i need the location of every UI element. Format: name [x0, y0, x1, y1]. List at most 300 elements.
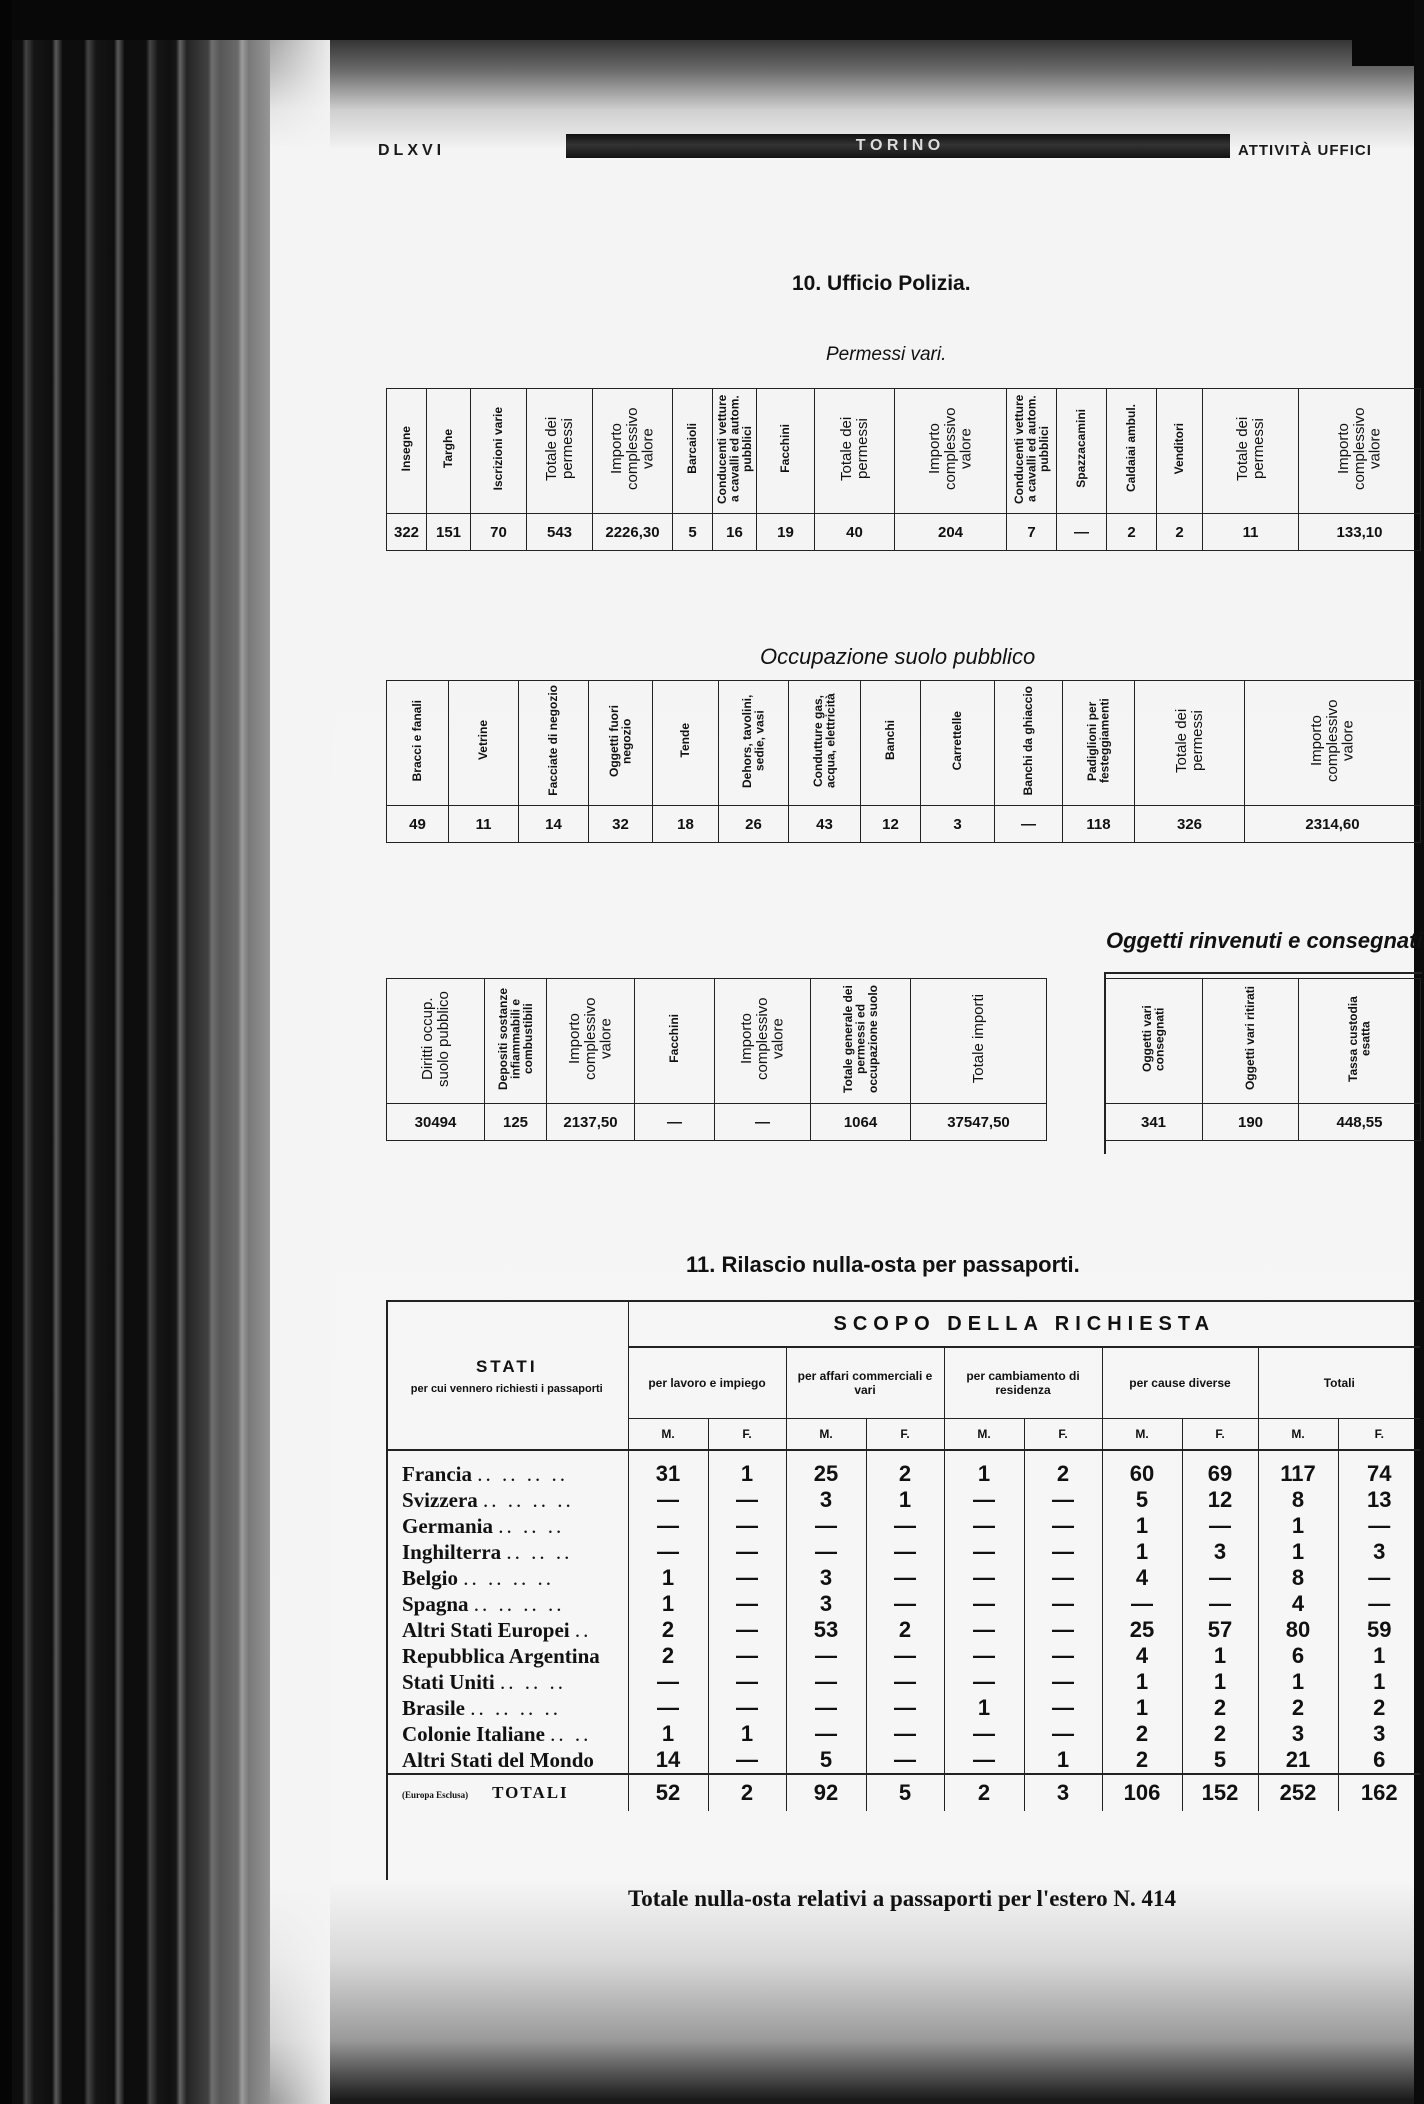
count-cell: —: [866, 1669, 944, 1695]
table-row: [386, 1591, 1420, 1617]
column-header-label: Totale dei permessi: [1172, 708, 1206, 773]
count-cell: —: [628, 1487, 708, 1513]
column-header-label: Tende: [678, 723, 693, 758]
column-header: [811, 979, 911, 1104]
count-cell: 14: [628, 1747, 708, 1774]
count-cell: —: [1182, 1513, 1258, 1539]
column-header-label: Totale dei permessi: [837, 416, 871, 481]
leader-dots: .. .. .. ..: [477, 1461, 568, 1486]
count-cell: 2: [1258, 1695, 1338, 1721]
value-cell: 326: [1135, 806, 1245, 843]
column-header-label: Caldaiai ambul.: [1124, 404, 1139, 493]
count-cell: 8: [1258, 1565, 1338, 1591]
value-cell: —: [635, 1104, 715, 1141]
total-cell: 152: [1182, 1774, 1258, 1811]
count-cell: 2: [1182, 1695, 1258, 1721]
suolo-subtitle: Occupazione suolo pubblico: [760, 644, 1036, 669]
male-column-header: M.: [944, 1419, 1024, 1451]
value-cell: 2: [1157, 514, 1203, 551]
count-cell: —: [708, 1591, 786, 1617]
total-cell: 5: [866, 1774, 944, 1811]
value-cell: 1064: [811, 1104, 911, 1141]
female-column-header: F.: [866, 1419, 944, 1451]
leader-dots: .. .. ..: [506, 1539, 573, 1564]
diritti-table: [386, 978, 1047, 1141]
count-cell: —: [1338, 1513, 1420, 1539]
table-row: [386, 1643, 1420, 1669]
scope-header: SCOPO DELLA RICHIESTA: [628, 1301, 1420, 1347]
count-cell: 3: [786, 1565, 866, 1591]
value-cell: 3: [921, 806, 995, 843]
count-cell: 60: [1102, 1450, 1182, 1487]
oggetti-subtitle: Oggetti rinvenuti e consegnati: [1106, 928, 1423, 953]
count-cell: —: [1024, 1487, 1102, 1513]
female-column-header: F.: [708, 1419, 786, 1451]
suolo-table: [386, 680, 1421, 843]
count-cell: —: [944, 1747, 1024, 1774]
count-cell: —: [708, 1513, 786, 1539]
leader-dots: .. .. .. ..: [463, 1565, 554, 1590]
value-cell: 322: [387, 514, 427, 551]
count-cell: —: [1024, 1513, 1102, 1539]
table-row: [386, 1539, 1420, 1565]
count-cell: —: [866, 1565, 944, 1591]
country-name: [386, 1747, 628, 1774]
male-column-header: M.: [628, 1419, 708, 1451]
count-cell: 25: [786, 1450, 866, 1487]
column-header: [519, 681, 589, 806]
column-header: [1203, 389, 1299, 514]
count-cell: 1: [1338, 1643, 1420, 1669]
count-cell: —: [628, 1539, 708, 1565]
count-cell: 1: [1258, 1669, 1338, 1695]
value-cell: 2137,50: [547, 1104, 635, 1141]
female-column-header: F.: [1338, 1419, 1420, 1451]
count-cell: —: [708, 1565, 786, 1591]
column-header-label: Dehors, tavolini, sedie, vasi: [739, 693, 767, 788]
column-header: [427, 389, 471, 514]
column-header: [1107, 389, 1157, 514]
count-cell: 2: [1182, 1721, 1258, 1747]
column-header-label: Tassa custodia esatta: [1345, 995, 1373, 1082]
total-cell: 52: [628, 1774, 708, 1811]
count-cell: —: [944, 1669, 1024, 1695]
passaporti-table: [386, 1300, 1420, 1811]
column-header-label: Importo complessivo valore: [607, 407, 657, 490]
country-label: Stati Uniti: [402, 1669, 495, 1694]
count-cell: —: [1024, 1695, 1102, 1721]
count-cell: —: [944, 1643, 1024, 1669]
count-cell: 6: [1338, 1747, 1420, 1774]
count-cell: 1: [1258, 1539, 1338, 1565]
count-cell: 2: [866, 1450, 944, 1487]
table-row: [386, 1565, 1420, 1591]
country-label: Belgio: [402, 1565, 458, 1590]
count-cell: 1: [708, 1721, 786, 1747]
count-cell: —: [944, 1617, 1024, 1643]
permessi-subtitle: Permessi vari.: [826, 344, 947, 365]
column-header-label: Oggetti vari consegnati: [1139, 1005, 1167, 1072]
count-cell: 1: [628, 1591, 708, 1617]
column-header: [815, 389, 895, 514]
column-header: [387, 681, 449, 806]
count-cell: —: [708, 1539, 786, 1565]
column-header: [1007, 389, 1057, 514]
count-cell: —: [708, 1487, 786, 1513]
oggetti-table: [1104, 978, 1421, 1141]
leader-dots: .. .. .. ..: [483, 1487, 574, 1512]
total-cell: 2: [944, 1774, 1024, 1811]
column-header: [1245, 681, 1421, 806]
count-cell: 1: [628, 1721, 708, 1747]
scope-group-header: Totali: [1258, 1347, 1420, 1419]
column-header-label: Condutture gas, acqua, elettricità: [810, 693, 838, 788]
gutter-shadow: [170, 0, 330, 2104]
leader-dots: .. ..: [550, 1721, 592, 1746]
column-header-label: Importo complessivo valore: [1307, 699, 1357, 782]
country-label: Altri Stati del Mondo: [402, 1747, 594, 1772]
count-cell: —: [786, 1513, 866, 1539]
column-header: [1203, 979, 1299, 1104]
column-header-label: Depositi sostanze infiammabili e combustibili: [495, 987, 535, 1090]
column-header-label: Conducenti vetture a cavalli ed autom. pubblici: [1011, 393, 1051, 504]
column-header-label: Barcaioli: [685, 423, 700, 474]
country-label: Svizzera: [402, 1487, 478, 1512]
count-cell: —: [944, 1591, 1024, 1617]
count-cell: 2: [1024, 1450, 1102, 1487]
count-cell: 2: [628, 1617, 708, 1643]
count-cell: —: [866, 1539, 944, 1565]
column-header-label: Importo complessivo valore: [925, 407, 975, 490]
totals-label: TOTALI: [492, 1783, 569, 1802]
column-header: [1157, 389, 1203, 514]
count-cell: —: [1102, 1591, 1182, 1617]
value-cell: —: [715, 1104, 811, 1141]
column-header-label: Carrettelle: [950, 710, 965, 771]
country-label: Inghilterra: [402, 1539, 502, 1564]
totals-row: [386, 1774, 1420, 1811]
column-header-label: Insegne: [399, 425, 414, 472]
total-cell: 92: [786, 1774, 866, 1811]
table-row: [386, 1450, 1420, 1487]
column-header-label: Importo complessivo valore: [1334, 407, 1384, 490]
value-cell: 43: [789, 806, 861, 843]
total-cell: 106: [1102, 1774, 1182, 1811]
column-header: [635, 979, 715, 1104]
totals-note: (Europa Esclusa): [402, 1790, 469, 1800]
count-cell: —: [866, 1695, 944, 1721]
count-cell: 13: [1338, 1487, 1420, 1513]
value-cell: 543: [527, 514, 593, 551]
country-label: Germania: [402, 1513, 493, 1538]
count-cell: 12: [1182, 1487, 1258, 1513]
count-cell: —: [708, 1747, 786, 1774]
value-cell: 32: [589, 806, 653, 843]
country-name: [386, 1721, 628, 1747]
count-cell: —: [708, 1695, 786, 1721]
column-header-label: Conducenti vetture a cavalli ed autom. pubblici: [714, 393, 754, 504]
count-cell: —: [1024, 1643, 1102, 1669]
count-cell: —: [1024, 1669, 1102, 1695]
value-cell: 30494: [387, 1104, 485, 1141]
table-row: [386, 1721, 1420, 1747]
total-cell: 3: [1024, 1774, 1102, 1811]
column-header-label: Totale importi: [969, 993, 987, 1084]
count-cell: —: [866, 1591, 944, 1617]
count-cell: 25: [1102, 1617, 1182, 1643]
count-cell: 2: [866, 1617, 944, 1643]
column-header: [921, 681, 995, 806]
leader-dots: .. .. ..: [498, 1513, 565, 1538]
country-name: [386, 1565, 628, 1591]
leader-dots: .. .. .. ..: [470, 1695, 561, 1720]
scope-group-header: per lavoro e impiego: [628, 1347, 786, 1419]
column-header: [547, 979, 635, 1104]
column-header-label: Targhe: [441, 428, 456, 469]
column-header: [1057, 389, 1107, 514]
table-row: [386, 1513, 1420, 1539]
value-cell: 11: [1203, 514, 1299, 551]
column-header: [1299, 979, 1421, 1104]
value-cell: 2226,30: [593, 514, 673, 551]
count-cell: —: [1024, 1721, 1102, 1747]
count-cell: 1: [1102, 1695, 1182, 1721]
country-name: [386, 1669, 628, 1695]
column-header-label: Spazzacamini: [1074, 409, 1089, 488]
country-name: [386, 1450, 628, 1487]
column-header: [719, 681, 789, 806]
column-header-label: Banchi: [883, 720, 898, 761]
count-cell: —: [944, 1513, 1024, 1539]
count-cell: —: [628, 1513, 708, 1539]
column-header-label: Importo complessivo valore: [565, 997, 615, 1080]
table-row: [386, 1747, 1420, 1774]
count-cell: 1: [1102, 1539, 1182, 1565]
value-cell: 16: [713, 514, 757, 551]
count-cell: —: [708, 1669, 786, 1695]
country-name: [386, 1539, 628, 1565]
column-header-label: Venditori: [1172, 422, 1187, 475]
country-label: Francia: [402, 1461, 472, 1486]
stati-header: STATI per cui vennero richiesti i passaporti: [386, 1301, 628, 1450]
table-row: [386, 1617, 1420, 1643]
value-cell: 2314,60: [1245, 806, 1421, 843]
count-cell: —: [786, 1695, 866, 1721]
column-header: [593, 389, 673, 514]
count-cell: —: [786, 1539, 866, 1565]
column-header-label: Importo complessivo valore: [737, 997, 787, 1080]
value-cell: 190: [1203, 1104, 1299, 1141]
count-cell: 1: [866, 1487, 944, 1513]
country-name: [386, 1695, 628, 1721]
value-cell: 70: [471, 514, 527, 551]
count-cell: —: [866, 1643, 944, 1669]
count-cell: —: [1024, 1591, 1102, 1617]
column-header: [789, 681, 861, 806]
count-cell: —: [786, 1643, 866, 1669]
count-cell: —: [1024, 1565, 1102, 1591]
count-cell: 1: [1102, 1669, 1182, 1695]
count-cell: —: [1338, 1565, 1420, 1591]
count-cell: 3: [1338, 1539, 1420, 1565]
page-number: DLXVI: [378, 142, 446, 159]
male-column-header: M.: [1102, 1419, 1182, 1451]
count-cell: —: [866, 1513, 944, 1539]
column-header-label: Vetrine: [476, 720, 491, 761]
count-cell: 1: [1102, 1513, 1182, 1539]
column-header: [861, 681, 921, 806]
passaporti-footer: Totale nulla-osta relativi a passaporti per l'estero N. 414: [628, 1886, 1176, 1911]
scope-group-header: per cambiamento di residenza: [944, 1347, 1102, 1419]
column-header-label: Totale generale dei permessi ed occupazione suolo: [840, 984, 880, 1093]
column-header: [387, 979, 485, 1104]
value-cell: —: [1057, 514, 1107, 551]
country-label: Colonie Italiane: [402, 1721, 545, 1746]
country-name: [386, 1513, 628, 1539]
leader-dots: ..: [574, 1617, 592, 1642]
value-cell: 11: [449, 806, 519, 843]
leader-dots: .. .. .. ..: [473, 1591, 565, 1616]
stati-subheader: per cui vennero richiesti i passaporti: [410, 1382, 603, 1395]
column-header: [895, 389, 1007, 514]
column-header-label: Totale dei permessi: [1233, 416, 1267, 481]
count-cell: 59: [1338, 1617, 1420, 1643]
count-cell: —: [866, 1747, 944, 1774]
count-cell: 3: [786, 1591, 866, 1617]
count-cell: 57: [1182, 1617, 1258, 1643]
polizia-title: 10. Ufficio Polizia.: [792, 272, 971, 295]
column-header-label: Diritti occup. suolo pubblico: [418, 990, 452, 1087]
column-header: [589, 681, 653, 806]
column-header-label: Bracci e fanali: [410, 699, 425, 782]
column-header: [713, 389, 757, 514]
male-column-header: M.: [1258, 1419, 1338, 1451]
column-header-label: Oggetti fuori negozio: [606, 704, 634, 777]
value-cell: 19: [757, 514, 815, 551]
column-header: [471, 389, 527, 514]
count-cell: 1: [708, 1450, 786, 1487]
country-label: Repubblica Argentina: [402, 1643, 600, 1668]
header-city: T O R I N O: [855, 137, 941, 154]
count-cell: —: [1024, 1539, 1102, 1565]
count-cell: 5: [1102, 1487, 1182, 1513]
count-cell: —: [786, 1721, 866, 1747]
total-cell: 2: [708, 1774, 786, 1811]
count-cell: 1: [944, 1450, 1024, 1487]
column-header: [911, 979, 1047, 1104]
count-cell: —: [944, 1487, 1024, 1513]
value-cell: 37547,50: [911, 1104, 1047, 1141]
column-header-label: Facchini: [778, 424, 793, 473]
count-cell: 4: [1258, 1591, 1338, 1617]
count-cell: 3: [1338, 1721, 1420, 1747]
column-header: [1063, 681, 1135, 806]
count-cell: 1: [1182, 1669, 1258, 1695]
count-cell: 74: [1338, 1450, 1420, 1487]
count-cell: —: [786, 1669, 866, 1695]
country-name: [386, 1487, 628, 1513]
count-cell: —: [944, 1721, 1024, 1747]
count-cell: 21: [1258, 1747, 1338, 1774]
value-cell: 151: [427, 514, 471, 551]
count-cell: 1: [628, 1565, 708, 1591]
value-cell: 5: [673, 514, 713, 551]
value-cell: 2: [1107, 514, 1157, 551]
count-cell: 53: [786, 1617, 866, 1643]
totals-label-cell: [386, 1774, 628, 1811]
female-column-header: F.: [1024, 1419, 1102, 1451]
value-cell: 40: [815, 514, 895, 551]
count-cell: 8: [1258, 1487, 1338, 1513]
count-cell: 3: [1182, 1539, 1258, 1565]
count-cell: 1: [1024, 1747, 1102, 1774]
scope-group-header: per cause diverse: [1102, 1347, 1258, 1419]
country-name: [386, 1617, 628, 1643]
count-cell: 6: [1258, 1643, 1338, 1669]
count-cell: 31: [628, 1450, 708, 1487]
country-name: [386, 1591, 628, 1617]
count-cell: 80: [1258, 1617, 1338, 1643]
count-cell: 4: [1102, 1643, 1182, 1669]
count-cell: —: [866, 1721, 944, 1747]
count-cell: —: [1182, 1591, 1258, 1617]
column-header-label: Totale dei permessi: [542, 416, 576, 481]
count-cell: 3: [1258, 1721, 1338, 1747]
count-cell: —: [1182, 1565, 1258, 1591]
country-label: Altri Stati Europei: [402, 1617, 570, 1642]
value-cell: 26: [719, 806, 789, 843]
column-header-label: Oggetti vari ritirati: [1243, 986, 1258, 1091]
value-cell: 448,55: [1299, 1104, 1421, 1141]
section-title: ATTIVITÀ UFFICI: [1238, 142, 1372, 159]
table-row: [386, 1669, 1420, 1695]
value-cell: 118: [1063, 806, 1135, 843]
count-cell: 1: [944, 1695, 1024, 1721]
column-header: [757, 389, 815, 514]
count-cell: —: [944, 1565, 1024, 1591]
value-cell: 49: [387, 806, 449, 843]
male-column-header: M.: [786, 1419, 866, 1451]
total-cell: 252: [1258, 1774, 1338, 1811]
column-header: [527, 389, 593, 514]
count-cell: 5: [1182, 1747, 1258, 1774]
column-header: [449, 681, 519, 806]
count-cell: 117: [1258, 1450, 1338, 1487]
count-cell: 2: [1102, 1747, 1182, 1774]
count-cell: —: [708, 1617, 786, 1643]
column-header: [1299, 389, 1421, 514]
value-cell: 14: [519, 806, 589, 843]
column-header-label: Iscrizioni varie: [491, 406, 506, 491]
table-row: [386, 1487, 1420, 1513]
count-cell: 69: [1182, 1450, 1258, 1487]
female-column-header: F.: [1182, 1419, 1258, 1451]
count-cell: 1: [1258, 1513, 1338, 1539]
count-cell: —: [1338, 1591, 1420, 1617]
total-cell: 162: [1338, 1774, 1420, 1811]
column-header: [1105, 979, 1203, 1104]
scope-group-header: per affari commerciali e vari: [786, 1347, 944, 1419]
column-header: [485, 979, 547, 1104]
table-row: [386, 1695, 1420, 1721]
value-cell: 7: [1007, 514, 1057, 551]
column-header-label: Facciate di negozio: [546, 685, 561, 796]
value-cell: 204: [895, 514, 1007, 551]
country-label: Brasile: [402, 1695, 465, 1720]
column-header: [1135, 681, 1245, 806]
column-header: [715, 979, 811, 1104]
column-header: [995, 681, 1063, 806]
